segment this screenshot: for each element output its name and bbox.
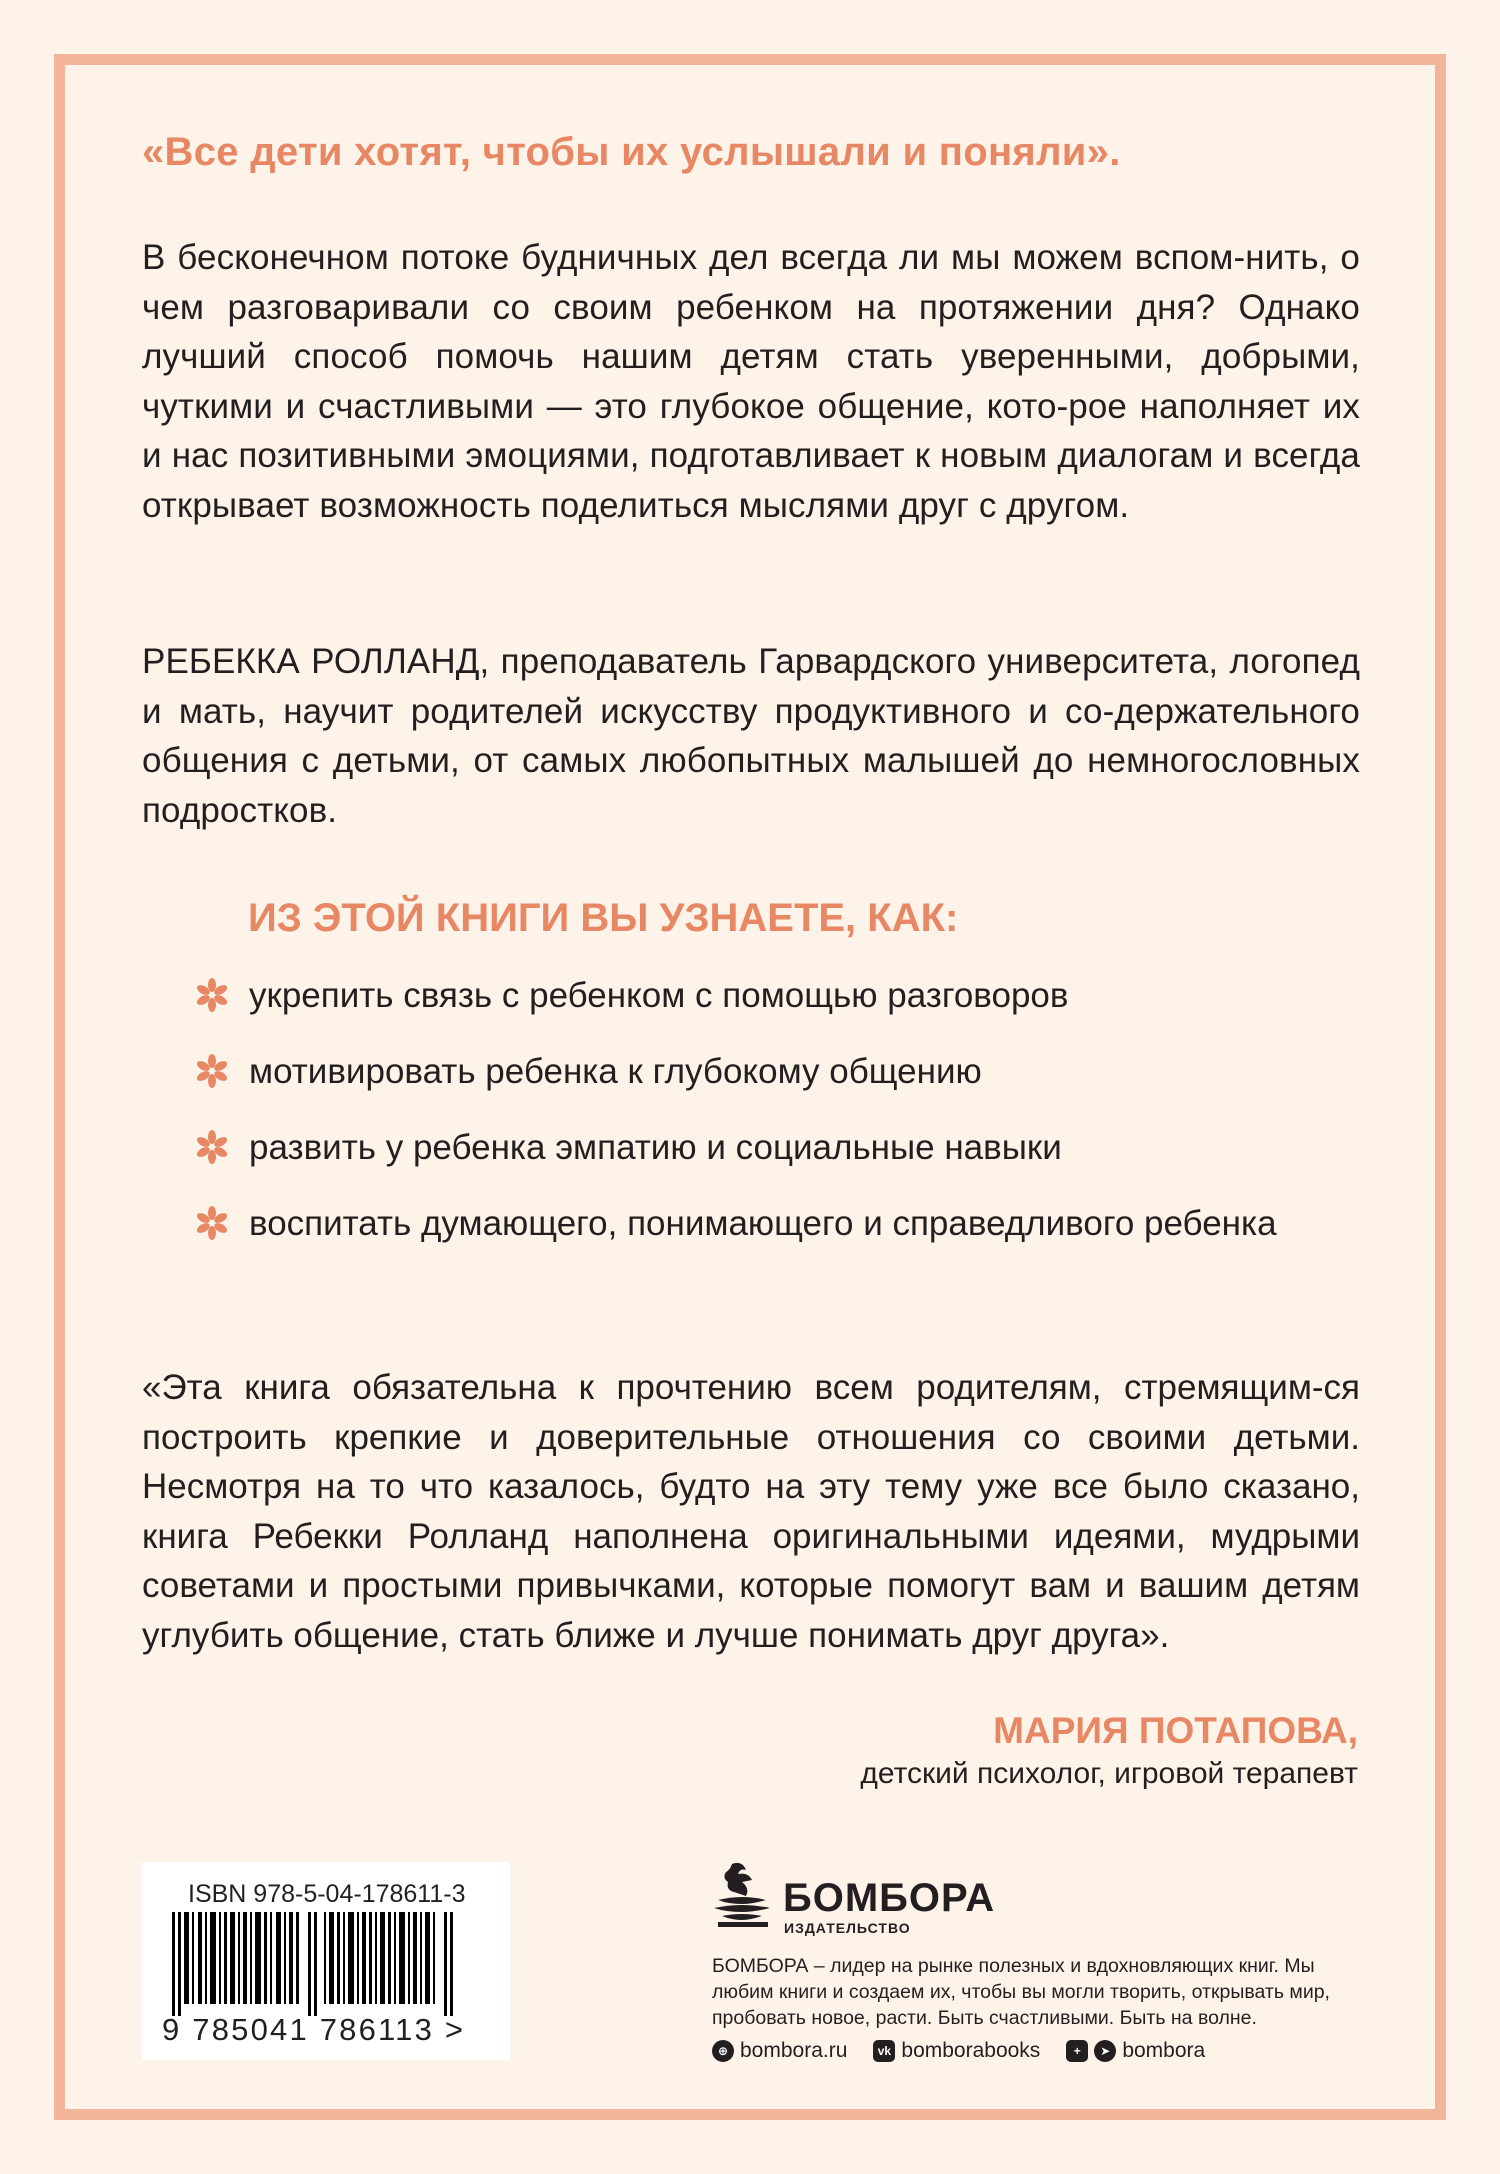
asterisk-flower-icon [195,978,229,1012]
list-item-text: воспитать думающего, понимающего и справедливого ребенка [249,1204,1277,1243]
vk-icon: vk [873,2040,895,2062]
learn-heading: ИЗ ЭТОЙ КНИГИ ВЫ УЗНАЕТЕ, КАК: [248,896,959,940]
list-item [195,972,1295,1020]
social-messengers-label: bombora [1122,2039,1206,2062]
learn-list [195,972,1295,1248]
barcode-icon [168,1912,468,2016]
list-item-text: мотивировать ребенка к глубокому общению [249,1052,982,1091]
asterisk-flower-icon [195,1206,229,1240]
review-quote: «Эта книга обязательна к прочтению всем родителям, стремящим-ся построить крепкие и доверительные отношения со своими детьми. Несмотря на то что казалось, будто на эту тему уже все было сказано, книга Ребекки Ролланд наполнена оригинальными идеями, мудрыми советами и простыми привычками, которые помогут вам и вашим детям углубить общение, стать ближе и лучше понимать друг друга». [142,1368,1360,1655]
barcode-digits: 9 785041 786113 > [162,2012,466,2047]
social-website-label: bombora.ru [740,2039,848,2062]
plus-icon: + [1066,2040,1088,2062]
quote-author-name: МАРИЯ ПОТАПОВА, [993,1710,1358,1751]
list-item-text: развить у ребенка эмпатию и социальные навыки [249,1128,1062,1167]
isbn-label: ISBN 978-5-04-178611-3 [188,1880,466,1908]
isbn-barcode-box [142,1862,510,2060]
author-bio-paragraph: РЕБЕККА РОЛЛАНД, преподаватель Гарвардского университета, логопед и мать, научит родителей искусству продуктивного и со-держательного общения с детьми, от самых любопытных малышей до немногословных подростков. [142,642,1360,830]
globe-icon: ⊕ [712,2040,734,2062]
tagline: «Все дети хотят, чтобы их услышали и поняли». [142,130,1121,174]
list-item [195,1200,1295,1248]
asterisk-flower-icon [195,1054,229,1088]
quote-author-role: детский психолог, игровой терапевт [860,1757,1358,1790]
publisher-name: БОМБОРА [783,1876,996,1920]
asterisk-flower-icon [195,1130,229,1164]
description-paragraph: В бесконечном потоке будничных дел всегда ли мы можем вспом-нить, о чем разговаривали со своим ребенком на протяжении дня? Однако лучший способ помочь нашим детям стать уверенными, добрыми, чуткими и счастливыми — это глубокое общение, кото-рое наполняет их и нас позитивными эмоциями, подготавливает к новым диалогам и всегда открывает возможность поделиться мыслями друг с другом. [142,238,1360,525]
social-messengers[interactable] [1066,2039,1205,2063]
telegram-icon: ➤ [1094,2040,1116,2062]
list-item-text: укрепить связь с ребенком с помощью разговоров [249,976,1069,1015]
publisher-description: БОМБОРА – лидер на рынке полезных и вдохновляющих книг. Мы любим книги и создаем их, чтобы вы могли творить, открывать мир, пробовать новое, расти. Быть счастливыми. Быть на волне. [712,1955,1330,2029]
social-links [712,2039,1205,2063]
social-website[interactable] [712,2039,847,2063]
social-vk[interactable] [873,2039,1040,2063]
bombora-logo-icon [712,1862,776,1928]
publisher-subtitle: ИЗДАТЕЛЬСТВО [784,1920,911,1936]
social-vk-label: bomborabooks [901,2039,1041,2062]
list-item [195,1048,1295,1096]
list-item [195,1124,1295,1172]
